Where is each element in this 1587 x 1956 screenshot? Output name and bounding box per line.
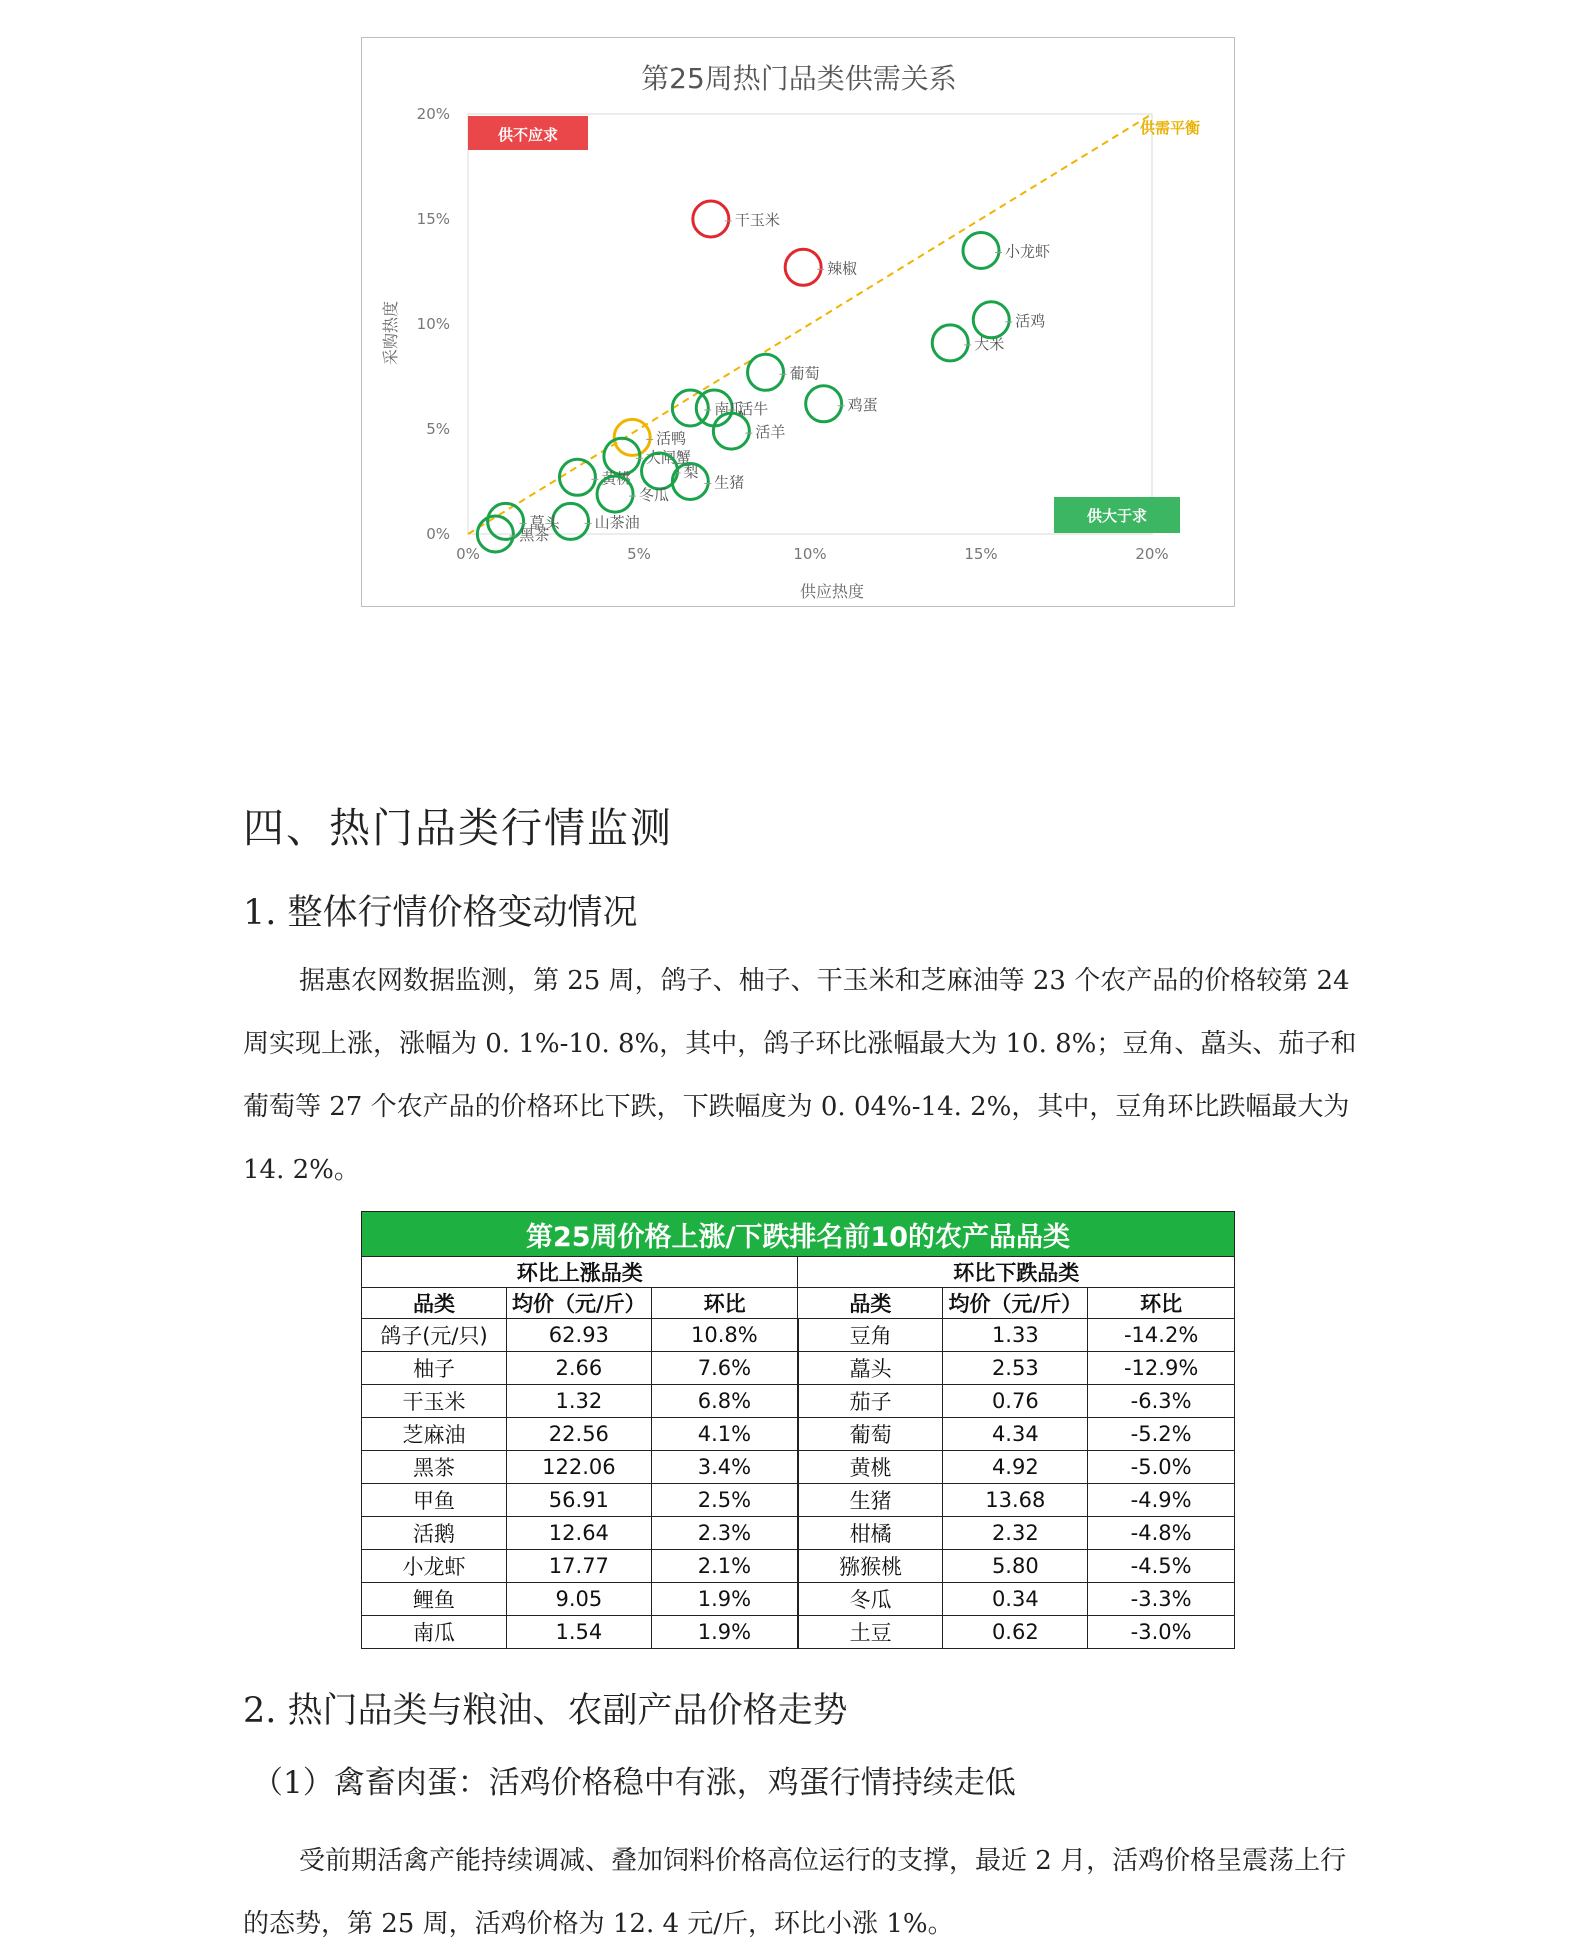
up-change: 2.5% xyxy=(651,1484,798,1517)
data-point xyxy=(806,386,878,422)
table-row xyxy=(362,1451,1235,1484)
balance-diagonal xyxy=(468,114,1152,534)
y-axis-label: 采购热度 xyxy=(381,300,400,366)
down-price: 0.76 xyxy=(943,1385,1088,1418)
up-change: 7.6% xyxy=(651,1352,798,1385)
x-tick-label: 5% xyxy=(627,545,651,563)
up-price: 62.93 xyxy=(506,1319,651,1352)
point-label: 梨 xyxy=(683,463,699,481)
down-change: -12.9% xyxy=(1088,1352,1235,1385)
y-tick-label: 10% xyxy=(416,315,450,333)
col-header-price: 均价（元/斤） xyxy=(943,1288,1088,1319)
up-change: 3.4% xyxy=(651,1451,798,1484)
point-marker xyxy=(785,249,821,285)
data-point xyxy=(748,354,820,390)
up-name: 干玉米 xyxy=(362,1385,507,1418)
data-point xyxy=(963,233,1050,269)
point-marker xyxy=(806,386,842,422)
y-tick-label: 5% xyxy=(426,420,450,438)
up-change: 1.9% xyxy=(651,1583,798,1616)
point-label: 活鸡 xyxy=(1015,311,1046,330)
down-change: -6.3% xyxy=(1088,1385,1235,1418)
up-price: 1.54 xyxy=(506,1616,651,1649)
table-row xyxy=(362,1484,1235,1517)
point-marker xyxy=(932,325,968,361)
balance-label: 供需平衡 xyxy=(1139,119,1201,137)
x-axis-label: 供应热度 xyxy=(799,582,865,601)
up-change: 2.3% xyxy=(651,1517,798,1550)
down-change: -3.3% xyxy=(1088,1583,1235,1616)
y-tick-label: 20% xyxy=(416,105,450,123)
up-name: 鲤鱼 xyxy=(362,1583,507,1616)
down-change: -5.2% xyxy=(1088,1418,1235,1451)
point-marker xyxy=(672,390,708,426)
up-price: 22.56 xyxy=(506,1418,651,1451)
down-change: -4.5% xyxy=(1088,1550,1235,1583)
point-label: 冬瓜 xyxy=(639,486,670,505)
point-label: 生猪 xyxy=(714,473,745,492)
x-tick-label: 10% xyxy=(793,545,827,563)
up-change: 4.1% xyxy=(651,1418,798,1451)
x-tick-label: 15% xyxy=(964,545,998,563)
col-header-price: 均价（元/斤） xyxy=(506,1288,651,1319)
down-price: 13.68 xyxy=(943,1484,1088,1517)
x-tick-label: 20% xyxy=(1135,545,1169,563)
up-price: 17.77 xyxy=(506,1550,651,1583)
up-price: 2.66 xyxy=(506,1352,651,1385)
down-name: 藠头 xyxy=(798,1352,943,1385)
section-title: 四、热门品类行情监测 xyxy=(243,804,673,852)
subsection-title-2-1: （1）禽畜肉蛋：活鸡价格稳中有涨，鸡蛋行情持续走低 xyxy=(252,1765,1016,1801)
down-name: 黄桃 xyxy=(798,1451,943,1484)
up-name: 小龙虾 xyxy=(362,1550,507,1583)
point-label: 山茶油 xyxy=(594,513,640,532)
up-change: 2.1% xyxy=(651,1550,798,1583)
data-point xyxy=(693,201,780,237)
subsection-title-2: 2. 热门品类与粮油、农副产品价格走势 xyxy=(243,1691,848,1731)
point-label: 葡萄 xyxy=(789,364,820,383)
point-label: 辣椒 xyxy=(827,259,858,278)
col-header-name: 品类 xyxy=(798,1288,943,1319)
point-label: 藠头 xyxy=(529,513,560,532)
up-name: 柚子 xyxy=(362,1352,507,1385)
point-marker xyxy=(973,302,1009,338)
up-name: 黑茶 xyxy=(362,1451,507,1484)
up-name: 活鹅 xyxy=(362,1517,507,1550)
down-change: -5.0% xyxy=(1088,1451,1235,1484)
down-price: 2.53 xyxy=(943,1352,1088,1385)
down-change: -3.0% xyxy=(1088,1616,1235,1649)
point-label: 黑茶 xyxy=(519,526,550,544)
point-label: 小龙虾 xyxy=(1005,242,1051,261)
down-name: 葡萄 xyxy=(798,1418,943,1451)
point-label: 鸡蛋 xyxy=(847,395,878,414)
down-price: 2.32 xyxy=(943,1517,1088,1550)
up-name: 甲鱼 xyxy=(362,1484,507,1517)
down-name: 茄子 xyxy=(798,1385,943,1418)
subsection-title-1: 1. 整体行情价格变动情况 xyxy=(243,893,638,933)
data-point xyxy=(713,413,785,449)
data-point xyxy=(785,249,857,285)
point-marker xyxy=(693,201,729,237)
paragraph-price-overview: 据惠农网数据监测，第 25 周，鸽子、柚子、干玉米和芝麻油等 23 个农产品的价格较第 24 周实现上涨，涨幅为 0. 1%-10. 8%，其中，鸽子环比涨幅最大为 10. 8%；豆角、藠头、茄子和葡萄等 27 个农产品的价格环比下跌，下跌幅度为 0. 04%-14. 2%，其中，豆角环比跌幅最大为 14. 2%。 xyxy=(243,966,1357,1185)
down-price: 4.92 xyxy=(943,1451,1088,1484)
down-price: 0.62 xyxy=(943,1616,1088,1649)
down-name: 冬瓜 xyxy=(798,1583,943,1616)
scatter-plot xyxy=(362,38,1236,608)
table-row xyxy=(362,1385,1235,1418)
table-row xyxy=(362,1418,1235,1451)
down-change: -14.2% xyxy=(1088,1319,1235,1352)
table-row xyxy=(362,1550,1235,1583)
table-group-down: 环比下跌品类 xyxy=(798,1257,1235,1288)
table-row xyxy=(362,1517,1235,1550)
down-name: 柑橘 xyxy=(798,1517,943,1550)
data-point xyxy=(932,325,1004,361)
point-marker xyxy=(713,413,749,449)
y-tick-label: 15% xyxy=(416,210,450,228)
y-tick-label: 0% xyxy=(426,525,450,543)
point-marker xyxy=(559,459,595,495)
up-name: 南瓜 xyxy=(362,1616,507,1649)
up-change: 6.8% xyxy=(651,1385,798,1418)
chart-title: 第25周热门品类供需关系 xyxy=(641,62,957,95)
up-price: 56.91 xyxy=(506,1484,651,1517)
table-row xyxy=(362,1583,1235,1616)
down-price: 4.34 xyxy=(943,1418,1088,1451)
data-point xyxy=(672,390,744,426)
point-marker xyxy=(963,233,999,269)
table-caption: 第25周价格上涨/下跌排名前10的农产品品类 xyxy=(362,1212,1235,1257)
down-name: 猕猴桃 xyxy=(798,1550,943,1583)
point-label: 干玉米 xyxy=(734,211,780,229)
data-point xyxy=(973,302,1045,338)
point-label: 南瓜 xyxy=(714,400,745,418)
up-name: 芝麻油 xyxy=(362,1418,507,1451)
up-price: 1.32 xyxy=(506,1385,651,1418)
down-price: 0.34 xyxy=(943,1583,1088,1616)
x-tick-label: 0% xyxy=(456,545,480,563)
undersupply-label: 供不应求 xyxy=(497,126,559,144)
supply-demand-chart xyxy=(361,37,1235,607)
down-price: 1.33 xyxy=(943,1319,1088,1352)
up-change: 10.8% xyxy=(651,1319,798,1352)
point-label: 活牛 xyxy=(738,400,769,418)
col-header-change: 环比 xyxy=(1088,1288,1235,1319)
down-change: -4.8% xyxy=(1088,1517,1235,1550)
down-change: -4.9% xyxy=(1088,1484,1235,1517)
point-label: 黄桃 xyxy=(601,469,632,488)
up-change: 1.9% xyxy=(651,1616,798,1649)
table-row xyxy=(362,1616,1235,1649)
up-name: 鸽子(元/只) xyxy=(362,1319,507,1352)
point-marker xyxy=(748,354,784,390)
up-price: 9.05 xyxy=(506,1583,651,1616)
price-ranking-table xyxy=(361,1211,1235,1649)
point-label: 活鸭 xyxy=(656,429,687,448)
col-header-change: 环比 xyxy=(651,1288,798,1319)
oversupply-label: 供大于求 xyxy=(1086,507,1148,525)
table-group-up: 环比上涨品类 xyxy=(362,1257,798,1288)
table-row xyxy=(362,1352,1235,1385)
table-row xyxy=(362,1319,1235,1352)
down-price: 5.80 xyxy=(943,1550,1088,1583)
down-name: 土豆 xyxy=(798,1616,943,1649)
down-name: 豆角 xyxy=(798,1319,943,1352)
paragraph-poultry: 受前期活禽产能持续调减、叠加饲料价格高位运行的支撑，最近 2 月，活鸡价格呈震荡上行的态势，第 25 周，活鸡价格为 12. 4 元/斤，环比小涨 1%。 xyxy=(243,1846,1347,1939)
col-header-name: 品类 xyxy=(362,1288,507,1319)
point-label: 大米 xyxy=(974,334,1005,353)
up-price: 12.64 xyxy=(506,1517,651,1550)
point-label: 活羊 xyxy=(755,423,786,442)
down-name: 生猪 xyxy=(798,1484,943,1517)
up-price: 122.06 xyxy=(506,1451,651,1484)
point-label: 大闸蟹 xyxy=(645,448,691,467)
